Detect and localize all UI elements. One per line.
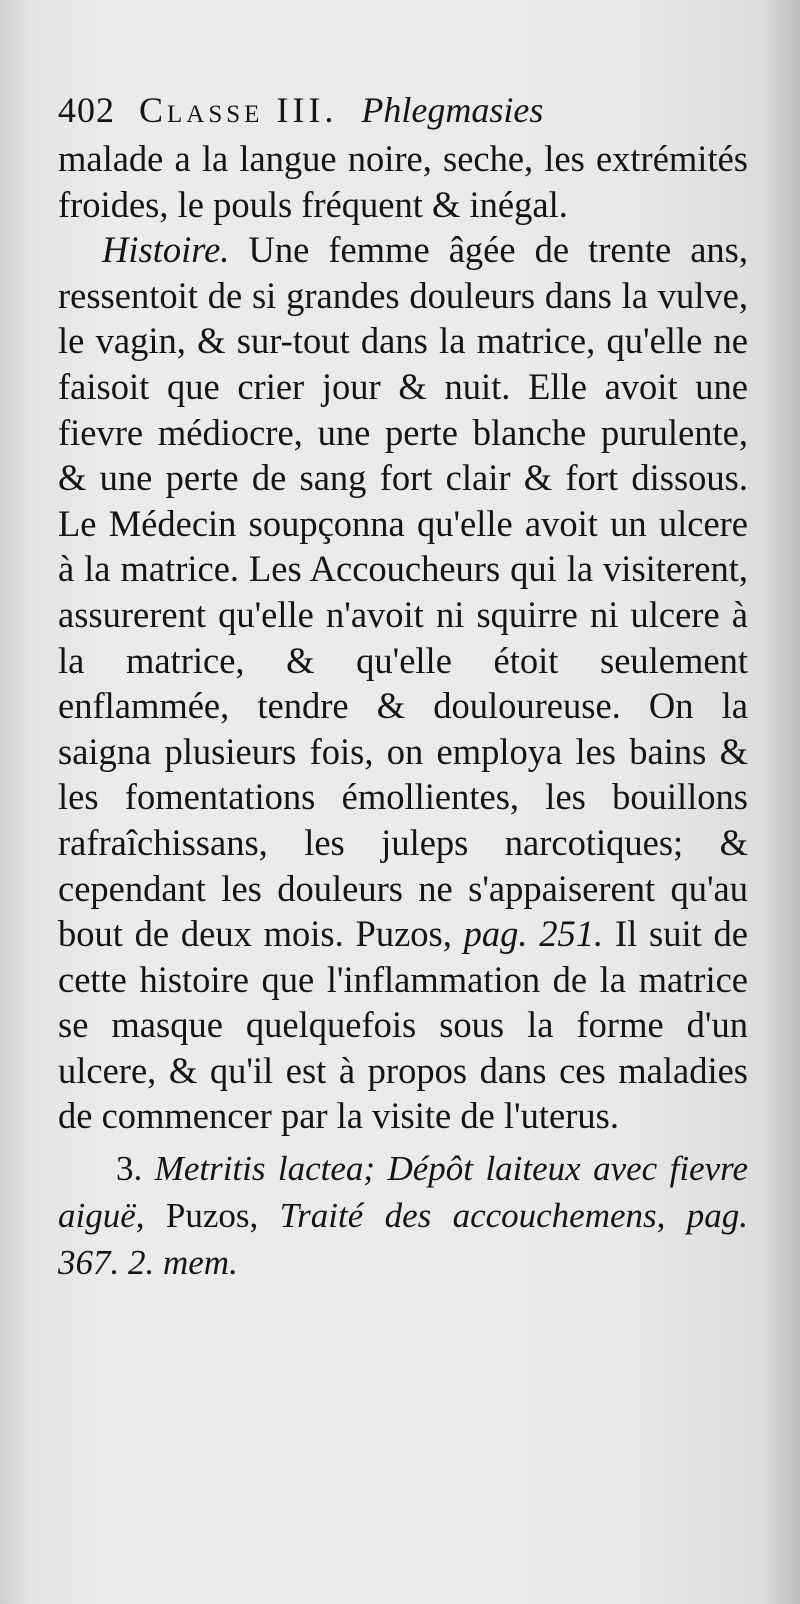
- header-subtitle: Phlegmasies: [361, 90, 544, 130]
- paragraph-histoire: [58, 227, 748, 1139]
- entry-reference: Traité des accouchemens, pag. 367. 2. mem.: [58, 1196, 748, 1283]
- histoire-reference: pag. 251.: [463, 913, 604, 955]
- histoire-text-a: Une femme âgée de trente ans, ressentoit de si grandes douleurs dans la vulve, le vagin, & sur-tout dans la matrice, qu'elle ne faisoit que crier jour & nuit. Elle avoit une fievre médiocre, une perte blanche purulente, & une perte de sang fort clair & fort dissous. Le Médecin soupçonna qu'elle avoit un ulcere à la matrice. Les Accoucheurs qui la visiterent, assurerent qu'elle n'avoit ni squirre ni ulcere à la matrice, & qu'elle étoit seulement enflammée, tendre & douloureuse. On la saigna plusieurs fois, on employa les bains & les fomentations émollientes, les bouillons rafraîchissans, les juleps narcotiques; & cependant les douleurs ne s'appaiserent qu'au bout de deux mois. Puzos,: [58, 229, 748, 955]
- histoire-label: Histoire.: [102, 229, 230, 271]
- entry-number: 3.: [116, 1149, 155, 1189]
- entry-separator: , Puzos,: [135, 1196, 280, 1236]
- entry-title: Metritis lactea; Dépôt laiteux avec fievre aiguë: [58, 1149, 748, 1236]
- body-text: [58, 136, 748, 1286]
- running-header: [58, 84, 748, 136]
- class-title: Classe III.: [139, 90, 338, 130]
- histoire-text-b: Il suit de cette histoire que l'inflammation de la matrice se masque quelquefois sous la forme d'un ulcere, & qu'il est à propos dans ces maladies de commencer par la visite de l'uterus.: [58, 913, 748, 1137]
- page-content: [58, 84, 748, 1286]
- entry-3: [58, 1145, 748, 1286]
- paragraph-continuation: malade a la langue noire, seche, les extrémités froides, le pouls fréquent & inégal.: [58, 138, 748, 225]
- page-number: 402: [58, 90, 115, 130]
